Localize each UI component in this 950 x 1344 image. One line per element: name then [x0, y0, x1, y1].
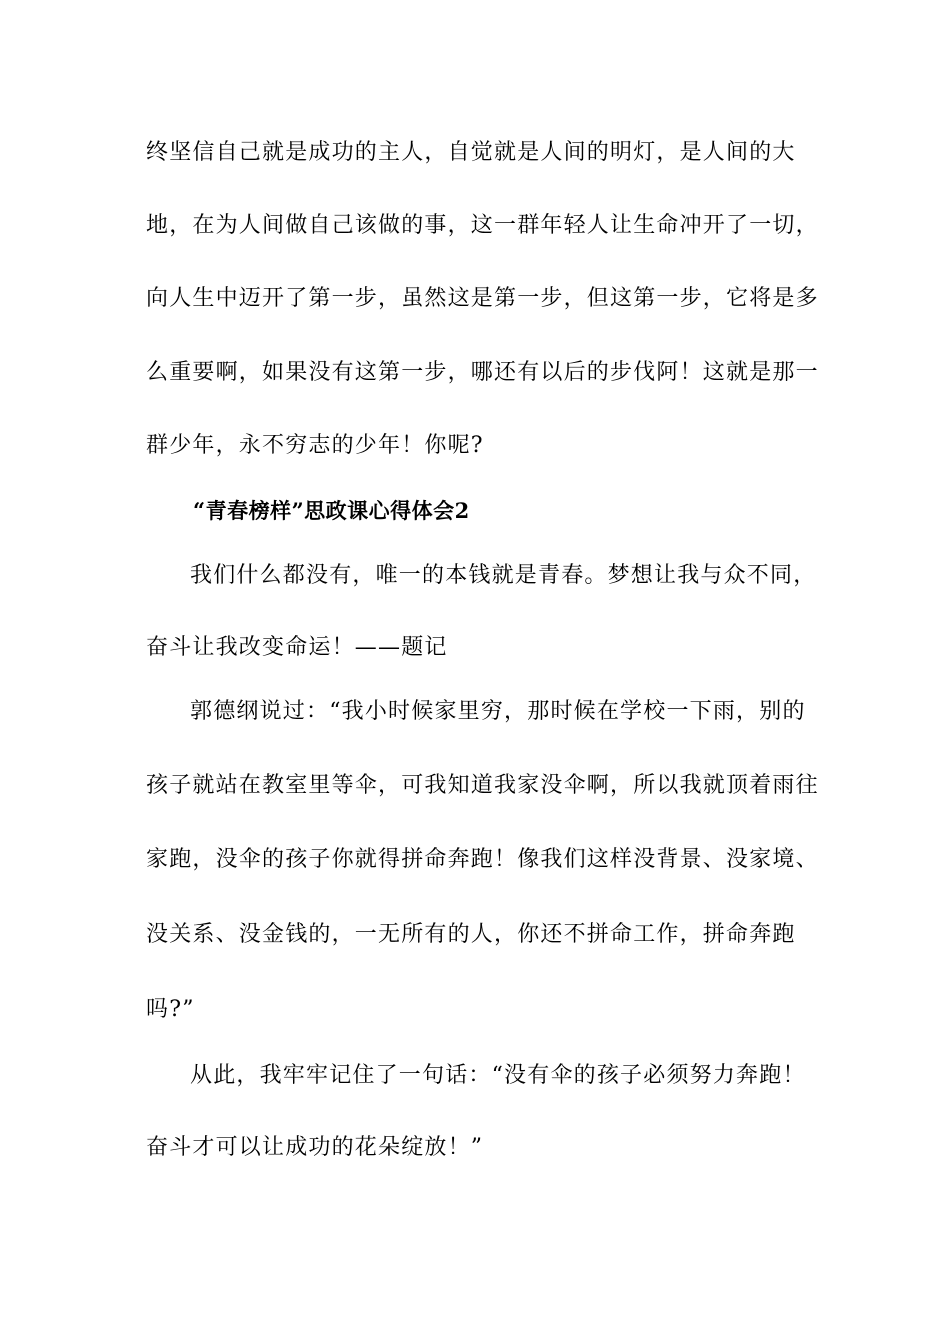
paragraph-line: 从此，我牢牢记住了一句话：“没有伞的孩子必须努力奔跑！	[190, 1063, 806, 1088]
paragraph-line: 么重要啊，如果没有这第一步，哪还有以后的步伐阿！这就是那一	[146, 360, 819, 385]
paragraph-line: 地，在为人间做自己该做的事，这一群年轻人让生命冲开了一切，	[146, 213, 819, 238]
paragraph-line: 郭德纲说过：“我小时候家里穷，那时候在学校一下雨，别的	[190, 699, 806, 724]
paragraph-line: 终坚信自己就是成功的主人，自觉就是人间的明灯，是人间的大	[146, 140, 796, 165]
paragraph-line: 群少年，永不穷志的少年！你呢?	[146, 433, 484, 458]
paragraph-line: 奋斗让我改变命运！——题记	[146, 635, 448, 660]
paragraph-line: 我们什么都没有，唯一的本钱就是青春。梦想让我与众不同，	[190, 563, 817, 588]
paragraph-line: 奋斗才可以让成功的花朵绽放！”	[146, 1135, 484, 1160]
paragraph-line: 吗?”	[146, 997, 195, 1022]
section-heading: “青春榜样”思政课心得体会2	[193, 498, 470, 523]
paragraph-line: 孩子就站在教室里等伞，可我知道我家没伞啊，所以我就顶着雨往	[146, 773, 819, 798]
paragraph-line: 没关系、没金钱的，一无所有的人，你还不拼命工作，拼命奔跑	[146, 922, 796, 947]
paragraph-line: 向人生中迈开了第一步，虽然这是第一步，但这第一步，它将是多	[146, 286, 819, 311]
paragraph-line: 家跑，没伞的孩子你就得拼命奔跑！像我们这样没背景、没家境、	[146, 847, 819, 872]
